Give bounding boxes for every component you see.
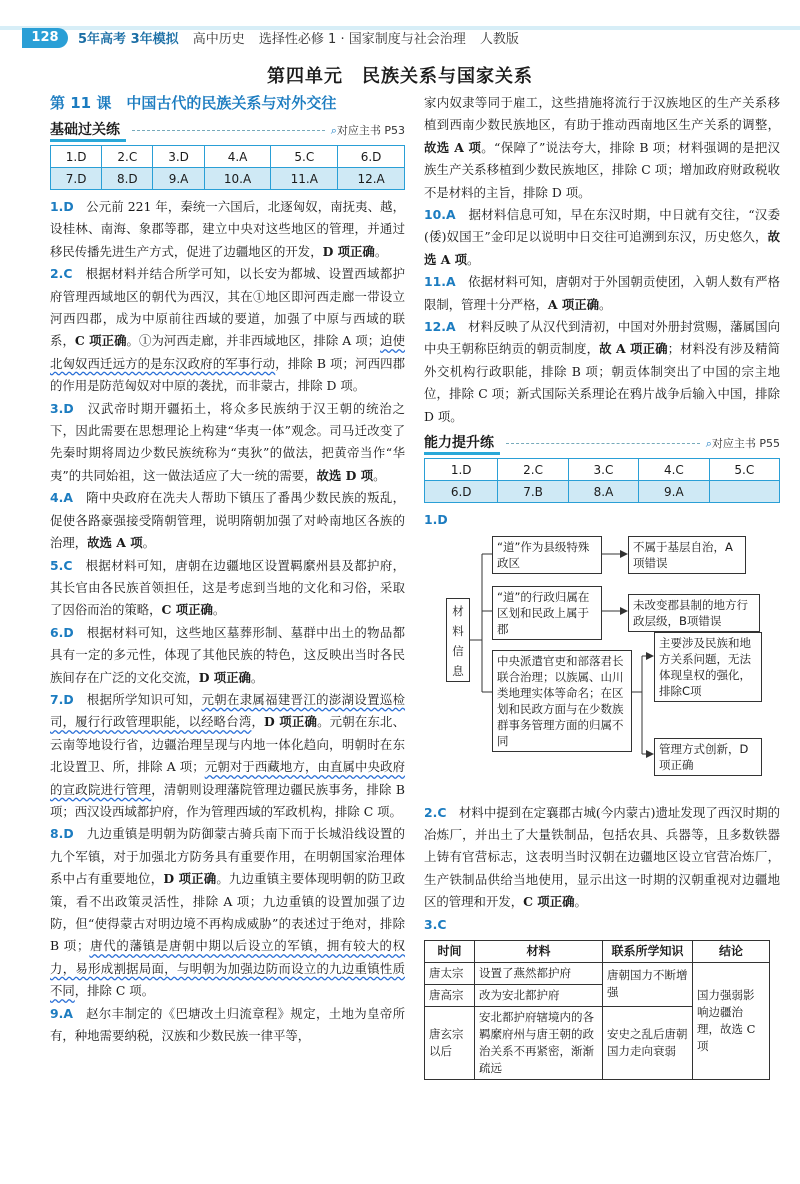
q-text: ；材料没有涉及精简外交机构行政职能，排除 B 项；朝贡体制突出了中国的宗主地位，排除 C 项；新式国际关系理论在鸦片战争后输入中国，排除 D 项。: [424, 341, 781, 424]
q-text: ，排除 B 项；河西四郡的作用是防范匈奴对中原的袭扰，而非蒙古，排除 D 项。: [50, 355, 406, 394]
table-header: 联系所学知识: [603, 940, 693, 962]
q-text: 九边重镇是明朝为防御蒙古骑兵南下而于长城沿线设置的九个军镇，对于加强北方防务具有重要作用，在明朝国家治理体系中占有重要地位，: [50, 826, 406, 887]
table-cell: 设置了燕然都护府: [475, 962, 603, 984]
q-emphasis: 唐代的藩镇是唐朝中期以后设立的军镇，拥有较大的权力，易形成割据局面，与明朝为加强边防而设立的九边重镇性质不同: [50, 938, 406, 999]
q-number: 1.D: [424, 512, 448, 528]
q-key: 故选 A 项: [424, 139, 482, 155]
q-key: D 项正确: [198, 669, 251, 685]
page-number: 128: [22, 28, 68, 48]
ability-answer-1-label: [424, 509, 780, 531]
basic-answer-table: [50, 145, 405, 190]
header-edition: 人教版: [479, 32, 519, 47]
q-text: 家内奴隶等同于雇工，这些措施将流行于汉族地区的生产关系移植到西南少数民族地区，有助于推动西南地区生产关系的调整，: [424, 95, 780, 133]
table-cell: 唐朝国力不断增强: [603, 962, 693, 1006]
q-text: 材料中提到在定襄郡古城(今内蒙古)遗址发现了西汉时期的冶炼厂，并出土了大量铁制品，包括农具、兵器等，且多数铁器上铸有官营标志，这表明当时汉朝在边疆地区设立官营冶炼厂，生产铁制品供给当地使用，显示出这一时期的汉朝重视对边疆地区的管理和开发，: [424, 804, 780, 910]
q-text: 公元前 221 年，秦统一六国后，北逐匈奴，南抚夷、越，设桂林、南海、象郡等郡，建立中央对这些地区的管理，并通过移民传播先进生产方式，促进了边疆地区的开发，: [50, 199, 406, 259]
q-number: 3.C: [424, 916, 447, 932]
q-number: 2.C: [50, 266, 73, 282]
answer-cell: 6.D: [338, 146, 405, 168]
q-text: 。九边重镇主要体现明朝的防卫政策，看不出政策灵活性，排除 A 项；九边重镇的设置加强了边防，但“使得蒙古对明边境不再构成威胁”的表述过于绝对，排除 B 项；: [50, 871, 405, 954]
q-key: C 项正确: [523, 894, 575, 910]
right-column: [424, 92, 780, 1080]
q-number: 7.D: [50, 691, 74, 707]
answer-cell: 8.A: [568, 481, 638, 503]
analysis-table: [424, 940, 770, 1080]
q-key: C 项正确: [74, 333, 127, 349]
q-key: D 项正确: [322, 243, 375, 259]
q-text: 。: [212, 602, 226, 618]
ability-ref: [706, 435, 780, 451]
answer-cell: 12.A: [338, 168, 405, 190]
header-text: [78, 28, 529, 47]
header-book: 选择性必修 1 · 国家制度与社会治理: [258, 32, 466, 47]
q-emphasis: 元朝对于西藏地方，由直属中央政府的宣政院进行管理: [50, 759, 406, 797]
basic-ref-text: 对应主书 P53: [336, 124, 405, 137]
answer-cell: 5.C: [709, 459, 779, 481]
q-text: ，: [251, 714, 265, 730]
answer-cell: [709, 481, 779, 503]
ability-answer-3-label: [424, 914, 780, 936]
section-divider: [132, 130, 325, 131]
answer-cell: 6.D: [425, 481, 498, 503]
answer-cell: 9.A: [153, 168, 204, 190]
q-text: 。: [250, 669, 264, 685]
q-number: 3.D: [50, 400, 74, 416]
diagram-box-1: “道”作为县级特殊政区: [492, 536, 602, 574]
answer-9: [50, 1003, 405, 1048]
answer-11: [424, 271, 780, 316]
table-cell: 唐玄宗以后: [425, 1006, 475, 1079]
answer-cell: 9.A: [639, 481, 709, 503]
q-text: 。元朝在东北、云南等地设行省，边疆治理呈现与内地一体化趋向，明朝时在东北设置卫、所，排除 A 项；: [50, 714, 406, 775]
header-subject: 高中历史: [192, 32, 245, 47]
answer-cell: 11.A: [271, 168, 338, 190]
diagram-result-2: 未改变郡县制的地方行政层级，B项错误: [628, 594, 760, 632]
q-text: 汉武帝时期开疆拓土，将众多民族纳于汉王朝的统治之下，因此需要在思想理论上构建“华夷一体”观念。司马迁改变了先秦时期将周边少数民族统称为“夷狄”的做法，把黄帝当作“华夷”的共同始祖，这一做法适应了大一统的需要，: [50, 400, 406, 483]
answer-8: [50, 823, 405, 1002]
answer-4: [50, 487, 405, 554]
answer-9-cont: [424, 92, 780, 204]
table-cell: 国力强弱影响边疆治理，故选 C 项: [693, 962, 770, 1079]
table-cell: 唐太宗: [425, 962, 475, 984]
q-text: 根据材料可知，唐朝在边疆地区设置羁縻州县及都护府，其长官由各民族首领担任，这是考虑到当地的文化和习俗，采取了因俗而治的策略，: [50, 557, 406, 618]
answer-cell: 10.A: [204, 168, 271, 190]
answer-10: [424, 204, 780, 271]
answer-cell: 1.D: [425, 459, 498, 481]
q-text: 依据材料可知，唐朝对于外国朝贡使团，入朝人数有严格限制，管理十分严格，: [424, 274, 781, 312]
answer-cell: 7.B: [498, 481, 568, 503]
answer-3: [50, 398, 405, 488]
answer-cell: 4.A: [204, 146, 271, 168]
search-icon: ⌕: [705, 437, 712, 451]
answer-cell: 8.D: [102, 168, 153, 190]
ability-section-name: 能力提升练: [424, 432, 500, 455]
left-column: [50, 92, 405, 1047]
q-text: 隋中央政府在冼夫人帮助下镇压了番禺少数民族的叛乱，促使各路豪强接受隋朝管理，说明隋朝加强了对岭南地区各族的治理，: [50, 490, 406, 551]
q-emphasis: 迫使北匈奴西迁远方的是东汉政府的军事行动: [50, 333, 406, 371]
table-cell: 安北都护府辖境内的各羁縻府州与唐王朝的政治关系不再紧密，渐渐疏远: [475, 1006, 603, 1079]
basic-section-name: 基础过关练: [50, 119, 126, 142]
ability-answer-2: [424, 802, 780, 914]
table-cell: 唐高宗: [425, 984, 475, 1006]
q-text: 。: [374, 243, 388, 259]
q-number: 6.D: [50, 624, 74, 640]
table-header: 时间: [425, 940, 475, 962]
page-header: [0, 0, 800, 48]
answer-cell: 2.C: [102, 146, 153, 168]
q-emphasis: 元朝在隶属福建晋江的澎湖设置巡检司，履行行政管理职能，以经略台湾: [50, 691, 406, 730]
q-number: 2.C: [424, 804, 447, 820]
q-text: 根据材料并结合所学可知，以长安为都城、设置西域都护府管理西域地区的朝代为西汉，其在①地区即河西走廊一带设立河西四郡，成为中原前往西域的要道，加强了中原与西域的联系，: [50, 266, 406, 349]
q-key: A 项正确: [547, 296, 600, 312]
q-text: 。: [467, 251, 480, 267]
q-text: 材料反映了从汉代到清初，中国对外册封赏赐，藩属国向中央王朝称臣纳贡的朝贡制度，: [424, 319, 781, 357]
diagram-box-2: “道”的行政归属在区划和民政上属于郡: [492, 586, 602, 640]
diagram-result-1: 不属于基层自治，A项错误: [628, 536, 746, 574]
q-text: 。: [142, 535, 155, 551]
answer-6: [50, 622, 405, 689]
answer-cell: 2.C: [498, 459, 568, 481]
answer-cell: 5.C: [271, 146, 338, 168]
basic-section-header: [50, 119, 405, 141]
q-text: 。: [574, 894, 587, 910]
diagram-result-4: 管理方式创新，D项正确: [654, 738, 762, 776]
answer-cell: 3.C: [568, 459, 638, 481]
table-cell: 改为安北都护府: [475, 984, 603, 1006]
q-text: 。: [599, 296, 612, 312]
section-divider: [506, 443, 700, 444]
search-icon: ⌕: [330, 124, 337, 137]
q-text: 。“保障了”说法夸大，排除 B 项；材料强调的是把汉族生产关系移植到少数民族地区，排除 C 项；增加政府财政税收不是材料的主旨，排除 D 项。: [424, 139, 780, 200]
q-number: 12.A: [424, 319, 456, 335]
table-header: 材料: [475, 940, 603, 962]
q-key: D 项正确: [163, 871, 217, 887]
q-number: 5.C: [50, 557, 73, 573]
header-brand: 5年高考 3年模拟: [78, 32, 179, 47]
q-number: 9.A: [50, 1005, 73, 1021]
answer-12: [424, 316, 780, 428]
ability-section-header: [424, 432, 780, 454]
q-key: 故 A 项正确: [599, 341, 668, 357]
answer-cell: 3.D: [153, 146, 204, 168]
diagram-root: 材料信息: [446, 598, 470, 682]
q-key: 故选 D 项: [316, 467, 374, 483]
unit-title: 第四单元 民族关系与国家关系: [267, 66, 533, 87]
q-text: 根据所学知识可知，: [86, 691, 202, 707]
ability-answer-table: [424, 458, 780, 503]
q-text: 据材料信息可知，早在东汉时期，中日就有交往，“汉委(倭)奴国王”金印足以说明中日交往可追溯到东汉，历史悠久，: [424, 207, 781, 245]
ability-ref-text: 对应主书 P55: [711, 437, 780, 451]
q-text: 。①为河西走廊，并非西域地区，排除 A 项；: [126, 333, 381, 349]
q-number: 8.D: [50, 826, 74, 842]
answer-cell: 4.C: [639, 459, 709, 481]
q-number: 4.A: [50, 490, 73, 506]
analysis-diagram: [424, 536, 780, 796]
q-number: 1.D: [50, 199, 74, 214]
diagram-box-3: 中央派遣官吏和部落君长联合治理；以族属、山川类地理实体等命名；在区划和民政方面与在少数族群事务管理方面的归属不同: [492, 650, 632, 752]
lesson-title: 第 11 课 中国古代的民族关系与对外交往: [50, 94, 337, 112]
answer-cell: 1.D: [51, 146, 102, 168]
basic-ref: [331, 122, 405, 138]
answer-1: [50, 196, 405, 263]
answer-7: [50, 689, 405, 823]
q-number: 10.A: [424, 207, 456, 223]
diagram-result-3: 主要涉及民族和地方关系问题，无法体现皇权的强化，排除C项: [654, 632, 762, 702]
answer-5: [50, 555, 405, 622]
table-cell: 安史之乱后唐朝国力走向衰弱: [603, 1006, 693, 1079]
q-key: D 项正确: [264, 714, 318, 730]
answer-cell: 7.D: [51, 168, 102, 190]
answer-2: [50, 263, 405, 397]
q-number: 11.A: [424, 274, 456, 290]
q-text: 赵尔丰制定的《巴塘改土归流章程》规定，土地为皇帝所有，种地需要纳税，汉族和少数民族一律平等，: [50, 1005, 406, 1044]
table-header: 结论: [693, 940, 770, 962]
q-key: 故选 A 项: [424, 229, 780, 267]
q-text: 。: [373, 467, 386, 483]
q-text: ，排除 C 项。: [74, 983, 155, 999]
q-key: C 项正确: [161, 602, 213, 618]
q-key: 故选 A 项: [87, 535, 143, 551]
q-text: 根据材料可知，这些地区墓葬形制、墓群中出土的物品都具有一定的多元性，体现了其他民族的特色，这反映出当时各民族间存在广泛的文化交流，: [50, 624, 406, 685]
q-text: ，清朝则设理藩院管理边疆民族事务，排除 B 项；西汉设西域都护府，作为管理西域的军政机构，排除 C 项。: [50, 781, 406, 819]
